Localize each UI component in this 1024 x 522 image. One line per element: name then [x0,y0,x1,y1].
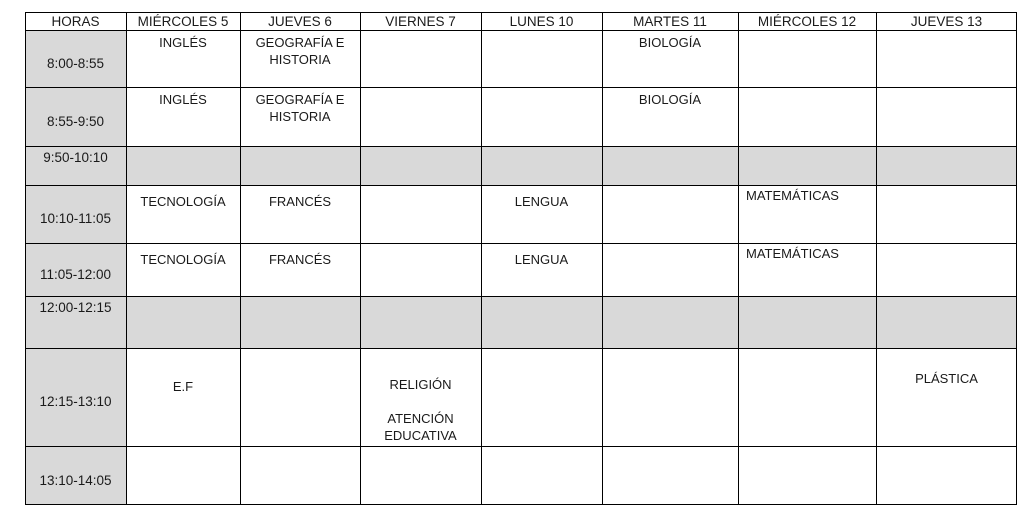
subject-cell: GEOGRAFÍA E HISTORIA [255,92,345,124]
time-slot: 13:10-14:05 [39,473,112,488]
grid-vline [360,12,361,505]
time-slot: 10:10-11:05 [39,211,112,226]
break-row-bg [126,296,1017,348]
time-slot: 8:55-9:50 [46,114,105,129]
grid-hline [25,504,1017,505]
grid-hline [25,87,1017,88]
header-day: MIÉRCOLES 12 [757,14,857,29]
break-row-bg [126,146,1017,185]
grid-vline [876,12,877,505]
grid-vline [738,12,739,505]
subject-cell: FRANCÉS [268,252,332,267]
grid-hline [25,30,1017,31]
grid-hline [25,146,1017,147]
grid-vline [1016,12,1017,505]
subject-cell: E.F [172,379,194,394]
header-day: VIERNES 7 [385,14,456,29]
grid-hline [25,243,1017,244]
subject-cell: MATEMÁTICAS [746,188,839,203]
grid-vline [481,12,482,505]
time-slot: 9:50-10:10 [43,150,108,165]
grid-hline [25,446,1017,447]
subject-cell: FRANCÉS [268,194,332,209]
time-slot: 11:05-12:00 [39,267,112,282]
subject-cell: PLÁSTICA [915,371,978,386]
grid-vline [25,12,26,505]
grid-vline [602,12,603,505]
subject-cell: INGLÉS [159,92,207,107]
subject-cell: BIOLOGÍA [638,92,702,107]
time-slot: 12:15-13:10 [39,394,112,409]
time-slot: 8:00-8:55 [46,56,105,71]
grid-vline [240,12,241,505]
subject-cell: LENGUA [514,252,569,267]
header-day: MARTES 11 [633,14,707,29]
grid-hline [25,296,1017,297]
grid-hline [25,12,1017,13]
header-horas: HORAS [51,14,100,29]
subject-cell: TECNOLOGÍA [140,252,226,267]
grid-hline [25,348,1017,349]
header-day: JUEVES 6 [268,14,332,29]
subject-cell: BIOLOGÍA [638,35,702,50]
header-day: JUEVES 13 [910,14,983,29]
grid-hline [25,185,1017,186]
grid-vline [126,12,127,505]
subject-cell: INGLÉS [159,35,207,50]
subject-cell: TECNOLOGÍA [140,194,226,209]
subject-cell: LENGUA [514,194,569,209]
schedule-table [25,12,1017,505]
subject-cell: RELIGIÓN ATENCIÓN EDUCATIVA [384,377,457,443]
header-day: MIÉRCOLES 5 [137,14,229,29]
subject-cell: GEOGRAFÍA E HISTORIA [255,35,345,67]
subject-cell: MATEMÁTICAS [746,246,839,261]
time-slot: 12:00-12:15 [39,300,112,315]
header-day: LUNES 10 [509,14,574,29]
